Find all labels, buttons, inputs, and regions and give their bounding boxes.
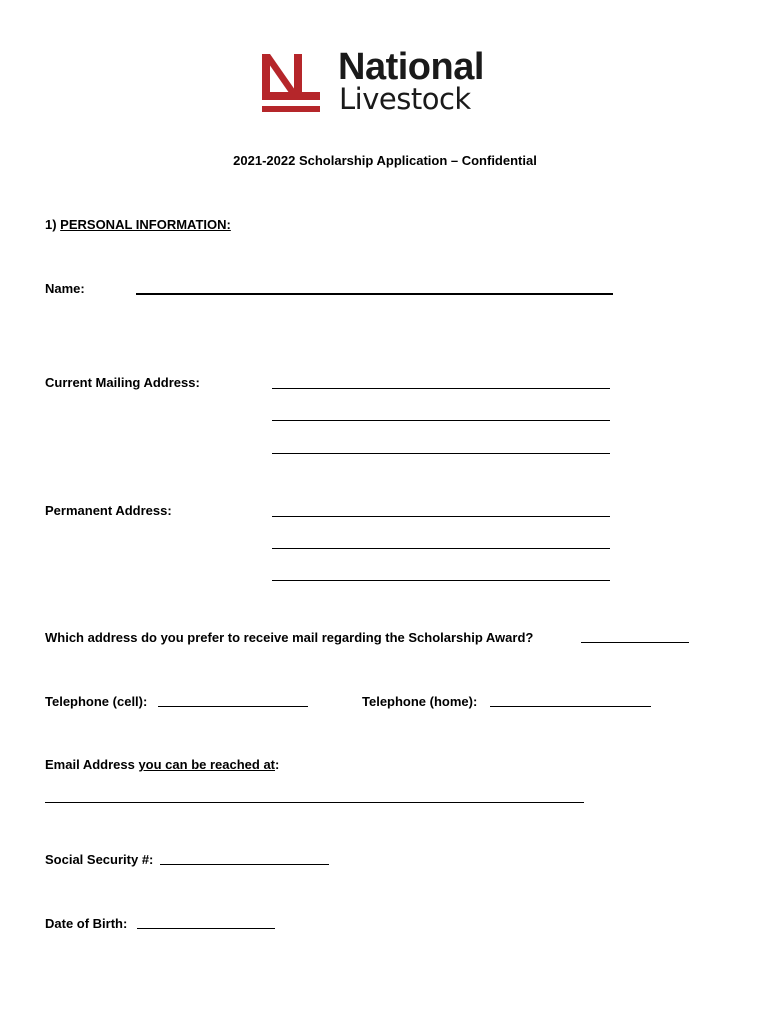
permanent-address-line-2[interactable] bbox=[272, 548, 610, 549]
document-title: 2021-2022 Scholarship Application – Confidential bbox=[233, 153, 537, 168]
name-field[interactable] bbox=[136, 293, 613, 295]
telephone-home-label: Telephone (home): bbox=[362, 694, 478, 709]
address-preference-question: Which address do you prefer to receive mail regarding the Scholarship Award? bbox=[45, 630, 534, 645]
permanent-address-line-3[interactable] bbox=[272, 580, 610, 581]
nl-monogram-icon bbox=[262, 48, 322, 116]
email-label-prefix: Email Address bbox=[45, 757, 139, 772]
telephone-cell-field[interactable] bbox=[158, 706, 308, 707]
name-label: Name: bbox=[45, 281, 85, 296]
dob-label: Date of Birth: bbox=[45, 916, 128, 931]
mailing-address-line-3[interactable] bbox=[272, 453, 610, 454]
section-heading bbox=[45, 217, 231, 233]
email-label-suffix: : bbox=[275, 757, 280, 772]
permanent-address-line-1[interactable] bbox=[272, 516, 610, 517]
telephone-cell-label: Telephone (cell): bbox=[45, 694, 148, 709]
dob-field[interactable] bbox=[137, 928, 275, 929]
logo-word-national: National bbox=[338, 46, 484, 88]
ssn-field[interactable] bbox=[160, 864, 329, 865]
email-field[interactable] bbox=[45, 802, 584, 803]
mailing-address-label: Current Mailing Address: bbox=[45, 375, 200, 390]
ssn-label: Social Security #: bbox=[45, 852, 154, 867]
address-preference-field[interactable] bbox=[581, 642, 689, 643]
email-label-underlined: you can be reached at bbox=[138, 757, 276, 772]
email-label bbox=[45, 757, 279, 773]
section-title: PERSONAL INFORMATION: bbox=[60, 217, 231, 232]
mailing-address-line-1[interactable] bbox=[272, 388, 610, 389]
national-livestock-logo bbox=[262, 46, 512, 116]
telephone-home-field[interactable] bbox=[490, 706, 651, 707]
logo-word-livestock: Livestock bbox=[339, 82, 471, 116]
mailing-address-line-2[interactable] bbox=[272, 420, 610, 421]
section-number: 1) bbox=[45, 217, 61, 232]
permanent-address-label: Permanent Address: bbox=[45, 503, 172, 518]
